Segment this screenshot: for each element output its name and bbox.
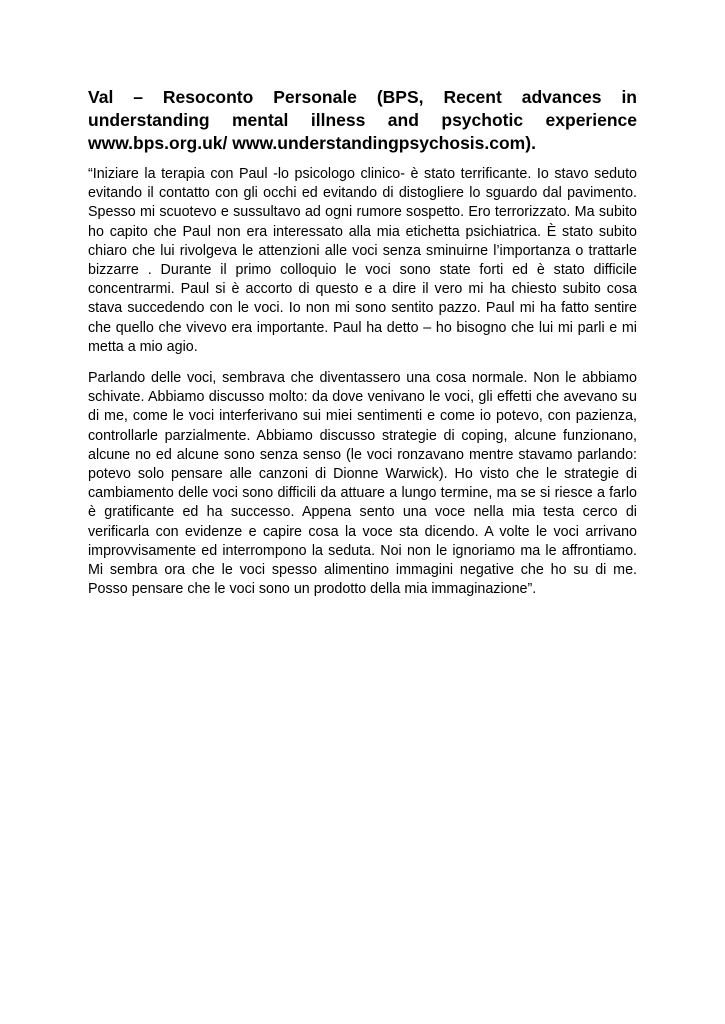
title-line: Val – Resoconto Personale (BPS, Recent advances in bbox=[88, 87, 637, 107]
body-paragraph: “Iniziare la terapia con Paul -lo psicologo clinico- è stato terrificante. Io stavo seduto evitando il contatto con gli occhi ed evitando di distogliere lo sguardo dal pavimento. Spesso mi scuotevo e sussultavo ad ogni rumore sospetto. Ero terrorizzato. Ma subito ho capito che Paul non era interessato alla mia etichetta psichiatrica. È stato subito chiaro che lui rivolgeva le attenzioni alle voci senza sminuirne l’importanza o trattarle bizzarre . Durante il primo colloquio le voci sono state forti ed è stato difficile concentrarmi. Paul si è accorto di questo e a dire il vero mi ha chiesto subito cosa stava succedendo con le voci. Io non mi sono sentito pazzo. Paul mi ha fatto sentire che quello che vivevo era importante. Paul ha detto – ho bisogno che lui mi parli e mi metta a mio agio. bbox=[88, 166, 637, 355]
document-page bbox=[88, 86, 637, 611]
document-title bbox=[88, 86, 637, 155]
body-paragraph: Parlando delle voci, sembrava che diventassero una cosa normale. Non le abbiamo schivate. Abbiamo discusso molto: da dove venivano le voci, gli effetti che avevano su di me, come le voci interferivano sui miei sentimenti e come io potevo, con pazienza, controllarle parzialmente. Abbiamo discusso strategie di coping, alcune funzionano, alcune no ed alcune sono senza senso (le voci ronzavano mentre stavamo parlando: potevo solo pensare alle canzoni di Dionne Warwick). Ho visto che le strategie di cambiamento delle voci sono difficili da attuare a lungo termine, ma se si riesce a farlo è gratificante ed ha successo. Appena sento una voce nella mia testa cerco di verificarla con evidenze e capire cosa la voce sta dicendo. A volte le voci arrivano improvvisamente ed interrompono la seduta. Noi non le ignoriamo ma le affrontiamo. Mi sembra ora che le voci spesso alimentino immagini negative che ho su di me. Posso pensare che le voci sono un prodotto della mia immaginazione”. bbox=[88, 370, 637, 598]
title-line: understanding mental illness and psychotic experience bbox=[88, 110, 637, 130]
title-line: www.bps.org.uk/ www.understandingpsychosis.com). bbox=[88, 133, 536, 153]
